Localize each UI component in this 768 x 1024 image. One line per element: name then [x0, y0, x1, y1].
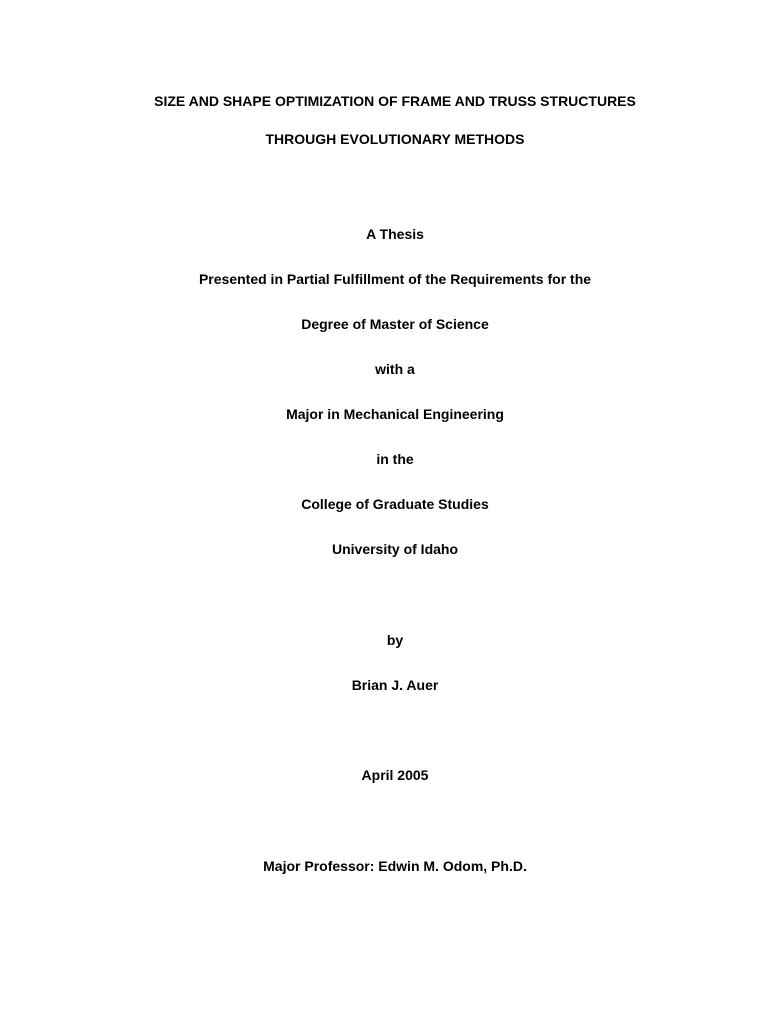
- presented-statement: Presented in Partial Fulfillment of the Requirements for the: [198, 271, 592, 287]
- in-the-text: in the: [376, 451, 414, 467]
- college-name: College of Graduate Studies: [301, 496, 489, 512]
- university-name: University of Idaho: [331, 541, 459, 557]
- with-a-text: with a: [375, 361, 415, 377]
- by-text: by: [386, 632, 404, 648]
- submission-date: April 2005: [361, 767, 429, 783]
- author-name: Brian J. Auer: [351, 677, 439, 693]
- major-professor: Major Professor: Edwin M. Odom, Ph.D.: [263, 858, 527, 874]
- degree-name: Degree of Master of Science: [301, 316, 489, 332]
- thesis-title-line-1: SIZE AND SHAPE OPTIMIZATION OF FRAME AND TRUSS STRUCTURES: [154, 93, 636, 109]
- document-type: A Thesis: [366, 226, 424, 242]
- major-name: Major in Mechanical Engineering: [286, 406, 504, 422]
- thesis-title-line-2: THROUGH EVOLUTIONARY METHODS: [265, 131, 525, 147]
